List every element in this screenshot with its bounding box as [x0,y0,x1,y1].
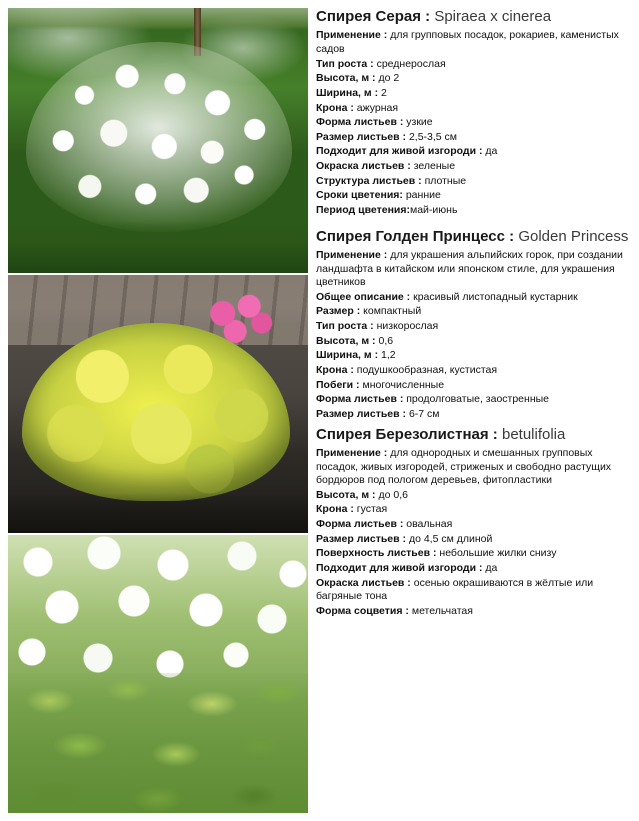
property-separator: : [402,604,412,617]
property-separator: : [380,446,391,459]
property-value: 2 [381,86,387,99]
property-value: для однородных и смешанных групповых посадок, живых изгородей, стриженых и свободно растущих бордюров под пологом деревьев, фитопластики [316,446,612,487]
property-separator: : [430,547,440,560]
property-separator: : [347,503,357,516]
property-value: 6-7 см [408,407,440,420]
plant-photo-spiraea-cinerea [8,8,308,273]
property-value: компактный [363,305,422,318]
property-value: до 0,6 [378,488,408,501]
photo-foreground-shadow [8,493,308,533]
property-row [316,72,632,86]
property-row [316,408,632,422]
property-separator: : [380,29,391,42]
plant-name: Спирея Голден Принцесс [316,227,505,245]
property-value: до 4,5 см длиной [408,532,493,545]
property-row [316,379,632,393]
property-value: подушкообразная, кустистая [356,364,498,377]
property-row [316,131,632,145]
plant-name: Спирея Березолистная [316,425,489,443]
property-row [316,160,632,174]
property-value: узкие [406,116,433,129]
property-value: ажурная [356,101,399,114]
plant-name: Спирея Серая [316,8,421,25]
property-separator: : [396,393,407,406]
plant-latin-name: Spiraea x cinerea [434,8,552,25]
property-key: Применение [316,248,381,261]
property-value: да [485,562,498,575]
property-row [316,503,632,517]
property-value: ранние [405,189,441,202]
property-value: низкорослая [376,320,439,333]
property-key: Поверхность листьев [316,547,431,560]
property-value: небольшие жилки снизу [439,547,557,560]
property-key: Форма листьев [316,116,397,129]
property-row [316,335,632,349]
property-row [316,249,632,290]
plant-title-separator: : [504,227,519,245]
property-separator: : [369,334,379,347]
property-row [316,393,632,407]
property-value: 2,5-3,5 см [408,130,458,143]
property-row [316,116,632,130]
property-key: Применение [316,29,381,42]
property-row [316,29,632,56]
property-row [316,305,632,319]
property-row [316,349,632,363]
property-key: Подходит для живой изгороди [316,562,477,575]
photo-grass [8,221,308,273]
property-row [316,518,632,532]
plant-descriptions-column [316,8,632,621]
property-key: Применение [316,446,381,459]
property-key: Высота, м [316,72,370,85]
property-separator: : [367,320,377,333]
property-key: Форма листьев [316,518,397,531]
plant-entry-golden-princess [316,228,632,422]
property-separator: : [399,532,409,545]
property-row [316,562,632,576]
property-key: Ширина, м [316,349,372,362]
property-key: Форма листьев [316,393,397,406]
property-key: Побеги [316,378,354,391]
property-key: Размер листьев [316,532,400,545]
photo-white-flower-clusters [8,535,308,685]
property-value: для украшения альпийских горок, при создании ландшафта в китайском или японском стиле, для украшения цветников [316,248,623,289]
property-key: Высота, м [316,488,370,501]
plant-title [316,426,632,444]
property-separator: : [399,407,409,420]
property-key: Размер [316,305,354,318]
property-value: для групповых посадок, рокариев, каменистых садов [316,29,619,55]
property-row [316,489,632,503]
property-value: 1,2 [381,349,396,362]
photo-white-bush [26,42,292,232]
property-separator: : [396,116,407,129]
property-value: май-июнь [410,203,458,216]
plant-title-separator: : [488,425,502,443]
property-value: многочисленные [362,378,445,391]
plant-photo-golden-princess [8,275,308,533]
property-separator: : [353,305,364,318]
photo-green-foliage [8,673,308,813]
property-value: продолговатые, заостренные [406,393,549,406]
property-row [316,291,632,305]
property-key: Крона [316,101,348,114]
property-separator: : [347,364,357,377]
property-value: метельчатая [411,604,473,617]
property-key: Размер листьев [316,130,400,143]
property-separator: : [476,562,486,575]
property-separator: : [476,145,486,158]
property-separator: : [403,290,414,303]
property-value: густая [356,503,388,516]
property-row [316,58,632,72]
property-value: овальная [406,518,453,531]
property-separator: : [396,518,407,531]
property-separator: : [369,488,379,501]
property-key: Высота, м [316,334,370,347]
property-row [316,533,632,547]
plant-entry-spiraea-cinerea [316,8,632,218]
plant-title-separator: : [420,8,435,25]
property-row [316,175,632,189]
property-separator: : [380,248,391,261]
property-separator: : [371,349,382,362]
property-value: зеленые [413,160,456,173]
property-key: Общее описание [316,290,404,303]
property-separator: : [415,174,425,187]
property-key: Крона [316,364,348,377]
property-separator: : [399,130,409,143]
property-row [316,204,632,218]
property-key: Окраска листьев [316,160,405,173]
property-key: Окраска листьев [316,576,405,589]
property-separator: : [369,72,379,85]
property-row [316,102,632,116]
property-value: плотные [424,174,467,187]
property-value: до 2 [378,72,400,85]
property-row [316,577,632,604]
plant-photo-betulifolia [8,535,308,813]
property-row [316,320,632,334]
property-key: Структура листьев [316,174,416,187]
plant-title [316,228,632,246]
property-value: красивый листопадный кустарник [413,290,578,303]
property-key: Период цветения: [316,203,410,216]
property-key: Крона [316,503,348,516]
plant-title [316,8,632,26]
property-row [316,145,632,159]
property-key: Ширина, м [316,86,372,99]
property-value: 0,6 [378,334,394,347]
property-separator: : [367,57,377,70]
property-value: да [485,145,498,158]
property-row [316,547,632,561]
property-key: Тип роста [316,57,368,70]
plant-entry-betulifolia [316,426,632,619]
property-separator: : [371,86,382,99]
plant-latin-name: betulifolia [501,425,566,443]
property-separator: : [347,101,357,114]
property-separator: : [404,160,414,173]
photo-sky [8,8,308,30]
property-key: Сроки цветения: [316,189,403,202]
property-row [316,189,632,203]
property-row [316,87,632,101]
plant-latin-name: Golden Princess [518,227,629,245]
property-key: Форма соцветия [316,604,403,617]
property-key: Размер листьев [316,407,400,420]
property-value: осенью окрашиваются в жёлтые или багряные тона [316,576,594,603]
property-separator: : [353,378,363,391]
property-row [316,364,632,378]
property-row [316,447,632,488]
property-value: среднерослая [376,57,446,70]
property-separator: : [404,576,414,589]
property-key: Тип роста [316,320,368,333]
property-row [316,605,632,619]
property-key: Подходит для живой изгороди [316,145,477,158]
